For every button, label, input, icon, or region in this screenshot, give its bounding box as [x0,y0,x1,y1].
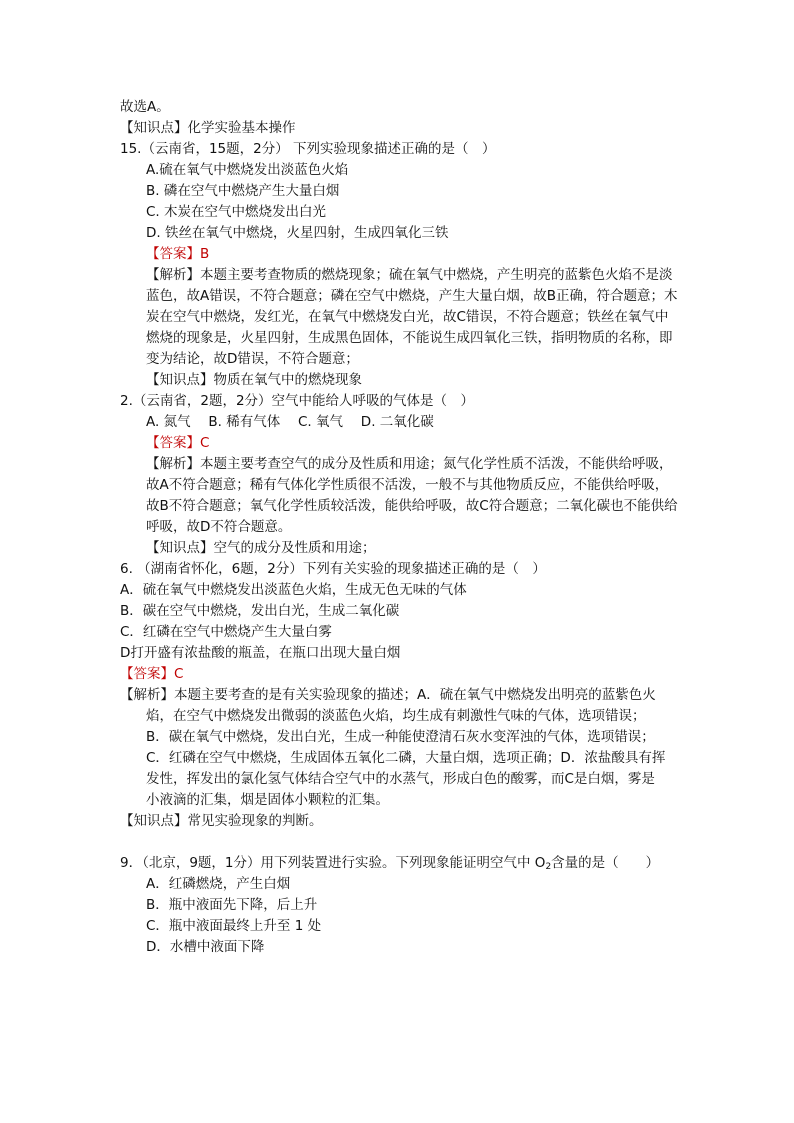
q6-analysis-line-2: 焰，在空气中燃烧发出微弱的淡蓝色火焰，均生成有刺激性气味的气体，选项错误； [146,708,646,724]
spacer [120,832,680,853]
knowledge-point-text: 化学实验基本操作 [187,120,296,136]
q6-option-b: B．碳在空气中燃烧，发出白光，生成二氧化碳 [120,603,400,619]
q9-option-c: C．瓶中液面最终上升至 1 处 [146,918,322,934]
q6-analysis-line-1 [120,685,680,706]
conclusion-line: 故选A。 [120,99,170,115]
q2-stem: 2.（云南省，2题，2分）空气中能给人呼吸的气体是（ ） [120,393,475,409]
q6-stem: 6. （湖南省怀化，6题，2分）下列有关实验的现象描述正确的是（ ） [120,561,546,577]
q9-stem-subscript: 2 [545,862,552,872]
q6-answer-value: C [174,666,184,682]
q2-kp-text: 空气的成分及性质和用途； [213,540,376,556]
q6-analysis-line-4: C．红磷在空气中燃烧，生成固体五氧化二磷，大量白烟，选项正确；D．浓盐酸具有挥 [146,750,666,766]
q6-answer-tag: 【答案】 [120,666,174,682]
q6-kp-text: 常见实验现象的判断。 [187,813,323,829]
knowledge-point-line [120,118,680,139]
q6-answer [120,664,680,685]
q15-kp-tag: 【知识点】 [146,372,214,388]
q15-kp-text: 物质在氧气中的燃烧现象 [213,372,362,388]
q2-kp-tag: 【知识点】 [146,540,214,556]
q6-kp-tag: 【知识点】 [120,813,188,829]
q15-analysis-tag: 【解析】 [146,267,200,283]
q6-analysis-line-3: B．碳在氧气中燃烧，发出白光，生成一种能使澄清石灰水变浑浊的气体，选项错误； [146,729,655,745]
q15-knowledge-point [120,370,680,391]
q6-analysis-line-5: 发性，挥发出的氯化氢气体结合空气中的水蒸气，形成白色的酸雾，而C是白烟，雾是 [146,771,655,787]
q6-analysis-tag: 【解析】 [120,687,174,703]
q2-answer-value: C [200,435,210,451]
q9-stem [120,853,680,874]
q6-analysis-line-6: 小液滴的汇集，烟是固体小颗粒的汇集。 [146,792,389,808]
q15-analysis [120,265,680,370]
page-content [120,97,680,958]
q2-analysis-text: 本题主要考查空气的成分及性质和用途；氮气化学性质不活泼，不能供给呼吸，故A不符合题意；稀有气体化学性质很不活泼，一般不与其他物质反应，不能供给呼吸，故B不符合题意；氧气化学性质较活泼，能供给呼吸，故C符合题意；二氧化碳也不能供给呼吸，故D不符合题意。 [146,456,678,535]
q6-option-d: D打开盛有浓盐酸的瓶盖，在瓶口出现大量白烟 [120,645,401,661]
q15-option-a: A.硫在氧气中燃烧发出淡蓝色火焰 [146,162,349,178]
q2-analysis [120,454,680,538]
q9-stem-post: 含量的是（ ） [551,855,660,871]
q6-analysis-text-1: 本题主要考查的是有关实验现象的描述；A．硫在氧气中燃烧发出明亮的蓝紫色火 [174,687,656,703]
q15-option-c: C. 木炭在空气中燃烧发出白光 [146,204,327,220]
q9-option-b: B．瓶中液面先下降，后上升 [146,897,318,913]
q15-option-d: D. 铁丝在氧气中燃烧，火星四射，生成四氧化三铁 [146,225,449,241]
q6-option-c: C．红磷在空气中燃烧产生大量白雾 [120,624,332,640]
q2-options: A. 氮气 B. 稀有气体 C. 氧气 D. 二氧化碳 [146,414,434,430]
q15-answer-tag: 【答案】 [146,246,200,262]
q2-answer [120,433,680,454]
q15-answer-value: B [200,246,210,262]
knowledge-point-tag: 【知识点】 [120,120,188,136]
q9-option-d: D．水槽中液面下降 [146,939,265,955]
q9-stem-pre: 9．（北京，9题，1分）用下列装置进行实验。下列现象能证明空气中 O [120,855,546,871]
q2-analysis-tag: 【解析】 [146,456,200,472]
q2-knowledge-point [120,538,680,559]
q15-stem: 15.（云南省，15题，2分） 下列实验现象描述正确的是（ ） [120,141,496,157]
q15-option-b: B. 磷在空气中燃烧产生大量白烟 [146,183,340,199]
q9-option-a: A．红磷燃烧，产生白烟 [146,876,291,892]
q6-option-a: A．硫在氧气中燃烧发出淡蓝色火焰，生成无色无味的气体 [120,582,467,598]
q15-answer [120,244,680,265]
q2-answer-tag: 【答案】 [146,435,200,451]
q6-knowledge-point [120,811,680,832]
q15-analysis-text: 本题主要考查物质的燃烧现象；硫在氧气中燃烧，产生明亮的蓝紫色火焰不是淡蓝色，故A错误，不符合题意；磷在空气中燃烧，产生大量白烟，故B正确，符合题意；木炭在空气中燃烧，发红光，在氧气中燃烧发白光，故C错误，不符合题意；铁丝在氧气中燃烧的现象是，火星四射，生成黑色固体，不能说生成四氧化三铁，指明物质的名称，即变为结论，故D错误，不符合题意； [146,267,678,367]
